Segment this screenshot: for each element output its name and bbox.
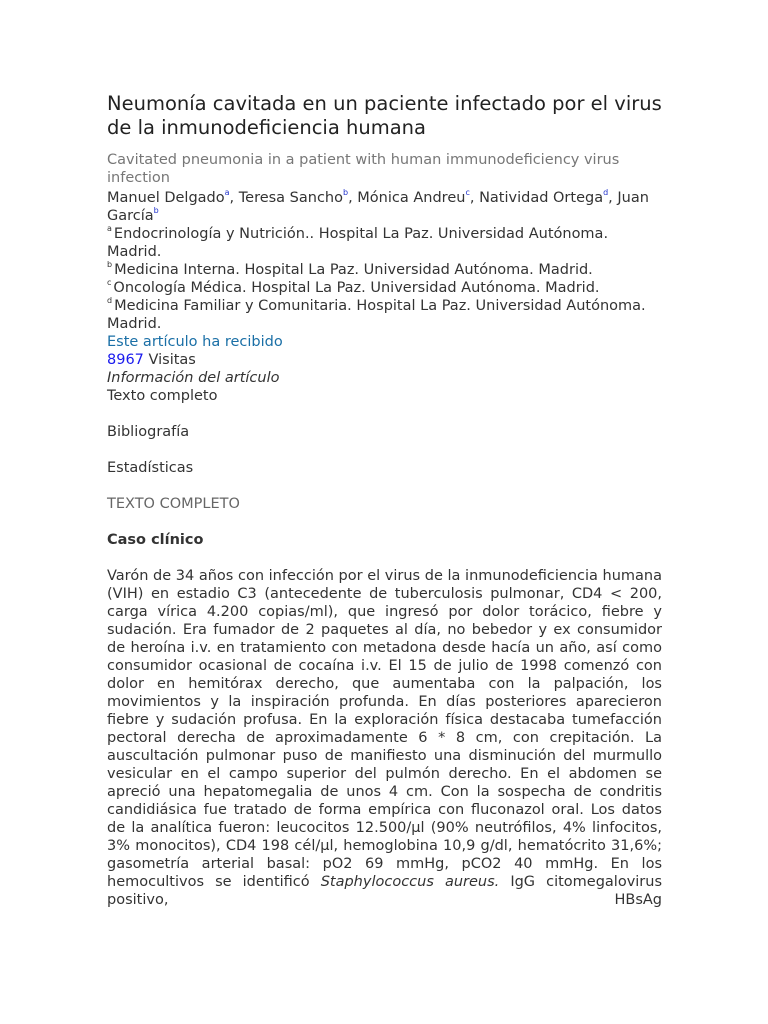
author-list: Manuel Delgado$^a$, Teresa Sancho$^b$, Mónica Andreu$^c$, Natividad Ortega$^d$, Juan García$^b$ xyxy=(107,188,649,224)
affiliation-marker: c xyxy=(107,278,112,287)
author-affiliation-marker[interactable]: c xyxy=(465,188,470,197)
article-page xyxy=(107,92,662,909)
case-text-continued: IgG citomegalovirus positivo, HBsAg xyxy=(107,874,663,908)
affiliation-marker: b xyxy=(107,260,113,269)
organism-name: Staphylococcus aureus. xyxy=(320,874,500,890)
full-text-link[interactable]: Texto completo xyxy=(107,388,218,404)
received-label: Este artículo ha recibido xyxy=(107,334,283,350)
author-name[interactable]: Manuel Delgado xyxy=(107,190,225,206)
author-affiliation-marker[interactable]: a xyxy=(224,188,230,197)
affiliation xyxy=(107,297,662,333)
statistics-link[interactable]: Estadísticas xyxy=(107,460,194,476)
article-title: Neumonía cavitada en un paciente infectado por el virus de la inmunodeficiencia humana xyxy=(107,92,662,139)
visits-count: 8967 xyxy=(107,352,144,368)
author-affiliation-marker[interactable]: b xyxy=(343,188,349,197)
case-text: Varón de 34 años con infección por el virus de la inmunodeficiencia humana (VIH) en estadio C3 (antecedente de tuberculosis pulmonar, CD4 < 200, carga vírica 4.200 copias/ml), que ingresó por dolor torácico, fiebre y sudación. Era fumador de 2 paquetes al día, no bebedor y ex consumidor de heroína i.v. en tratamiento con metadona desde hacía un año, así como consumidor ocasional de cocaína i.v. El 15 de julio de 1998 comenzó con dolor en hemitórax derecho, que aumentaba con la palpación, los movimientos y la inspiración profunda. En días posteriores aparecieron fiebre y sudación profusa. En la exploración física destacaba tumefacción pectoral derecha de aproximadamente 6 * 8 cm, con crepitación. La auscultación pulmonar puso de manifiesto una disminución del murmullo vesicular en el campo superior del pulmón derecho. En el abdomen se apreció una hepatomegalia de unos 4 cm. Con la sospecha de condritis candidiásica fue tratado de forma empírica con fluconazol oral. Los datos de la analítica fueron: leucocitos 12.500/µl (90% neutrófilos, 4% linfocitos, 3% monocitos), CD4 198 cél/µl, hemoglobina 10,9 g/dl, hematócrito 31,6%; gasometría arterial basal: pO2 69 mmHg, pCO2 40 mmHg. En los hemocultivos se identificó xyxy=(107,568,662,890)
affiliation-marker: a xyxy=(107,224,112,233)
author-name[interactable]: Mónica Andreu xyxy=(357,190,466,206)
section-heading: Caso clínico xyxy=(107,532,204,548)
affiliation-marker: d xyxy=(107,296,113,305)
affiliation-text: Medicina Interna. Hospital La Paz. Universidad Autónoma. Madrid. xyxy=(114,262,593,278)
visits-counter xyxy=(107,351,662,369)
author-name[interactable]: Juan García xyxy=(107,190,649,224)
affiliation xyxy=(107,225,662,261)
article-subtitle: Cavitated pneumonia in a patient with human immunodeficiency virus infection xyxy=(107,152,620,186)
case-description xyxy=(107,567,662,909)
affiliation-text: Endocrinología y Nutrición.. Hospital La Paz. Universidad Autónoma. Madrid. xyxy=(107,226,609,260)
visits-label: Visitas xyxy=(148,352,196,368)
author-affiliation-marker[interactable]: b xyxy=(153,206,159,215)
bibliography-link[interactable]: Bibliografía xyxy=(107,424,190,440)
affiliation xyxy=(107,261,662,279)
author-name[interactable]: Natividad Ortega xyxy=(479,190,604,206)
author-affiliation-marker[interactable]: d xyxy=(603,188,609,197)
section-label: TEXTO COMPLETO xyxy=(107,496,240,512)
affiliation-text: Oncología Médica. Hospital La Paz. Universidad Autónoma. Madrid. xyxy=(113,280,600,296)
article-info-link[interactable]: Información del artículo xyxy=(107,370,280,386)
author-name[interactable]: Teresa Sancho xyxy=(238,190,343,206)
affiliation-text: Medicina Familiar y Comunitaria. Hospital La Paz. Universidad Autónoma. Madrid. xyxy=(107,298,646,332)
affiliation xyxy=(107,279,662,297)
